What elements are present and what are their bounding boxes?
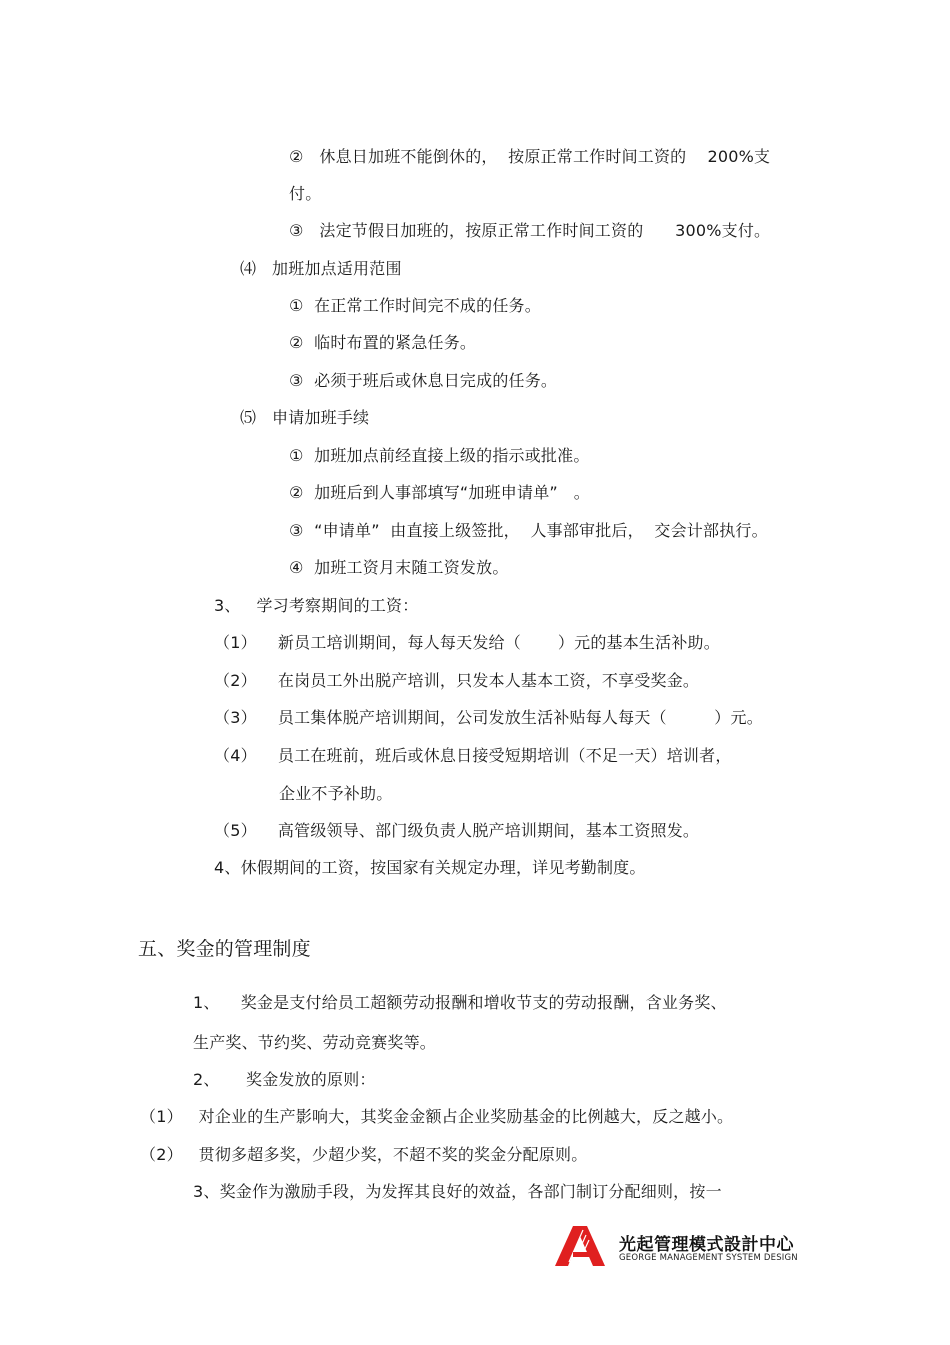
text-line: ③ 必须于班后或休息日完成的任务。 — [289, 371, 558, 390]
text-line: ④ 加班工资月末随工资发放。 — [289, 558, 509, 577]
text-line: ② 休息日加班不能倒休的， 按原正常工作时间工资的 200%支 — [289, 147, 771, 166]
text-line: 3、奖金作为激励手段，为发挥其良好的效益，各部门制订分配细则，按一 — [193, 1182, 722, 1201]
text-line: 1、 奖金是支付给员工超额劳动报酬和增收节支的劳动报酬，含业务奖、 — [193, 993, 727, 1012]
footer-logo — [555, 1226, 820, 1270]
text-line: （2） 在岗员工外出脱产培训，只发本人基本工资，不享受奖金。 — [214, 671, 700, 690]
text-line: ② 加班后到人事部填写“加班申请单” 。 — [289, 483, 590, 502]
text-line: 2、 奖金发放的原则： — [193, 1070, 376, 1089]
text-line: （4） 员工在班前，班后或休息日接受短期培训（不足一天）培训者， — [214, 746, 732, 765]
text-line: 3、 学习考察期间的工资： — [214, 596, 419, 615]
text-line: ⑷ 加班加点适用范围 — [240, 259, 402, 278]
logo-a-icon — [555, 1226, 607, 1266]
text-line: （1） 对企业的生产影响大，其奖金金额占企业奖励基金的比例越大，反之越小。 — [140, 1107, 734, 1126]
text-line: ③ 法定节假日加班的，按原正常工作时间工资的 300%支付。 — [289, 221, 771, 240]
text-line: （2） 贯彻多超多奖，少超少奖，不超不奖的奖金分配原则。 — [140, 1145, 588, 1164]
text-line: ⑸ 申请加班手续 — [240, 408, 370, 427]
text-line: ① 加班加点前经直接上级的指示或批准。 — [289, 446, 590, 465]
text-line: ② 临时布置的紧急任务。 — [289, 333, 477, 352]
text-line: 4、休假期间的工资，按国家有关规定办理，详见考勤制度。 — [214, 858, 646, 877]
text-line: ③ “申请单” 由直接上级签批， 人事部审批后， 交会计部执行。 — [289, 521, 768, 540]
text-line: 企业不予补助。 — [279, 784, 393, 803]
text-line: （5） 高管级领导、部门级负责人脱产培训期间，基本工资照发。 — [214, 821, 700, 840]
text-line: （3） 员工集体脱产培训期间，公司发放生活补贴每人每天（ ）元。 — [214, 708, 763, 727]
logo-chinese-name: 光起管理模式設計中心 — [619, 1235, 794, 1255]
logo-english-name: GEORGE MANAGEMENT SYSTEM DESIGN — [619, 1253, 798, 1263]
text-line: （1） 新员工培训期间，每人每天发给（ ）元的基本生活补助。 — [214, 633, 720, 652]
section-heading: 五、奖金的管理制度 — [138, 938, 311, 960]
text-line: 付。 — [289, 184, 322, 203]
text-line: 生产奖、节约奖、劳动竞赛奖等。 — [193, 1033, 437, 1052]
text-line: ① 在正常工作时间完不成的任务。 — [289, 296, 541, 315]
